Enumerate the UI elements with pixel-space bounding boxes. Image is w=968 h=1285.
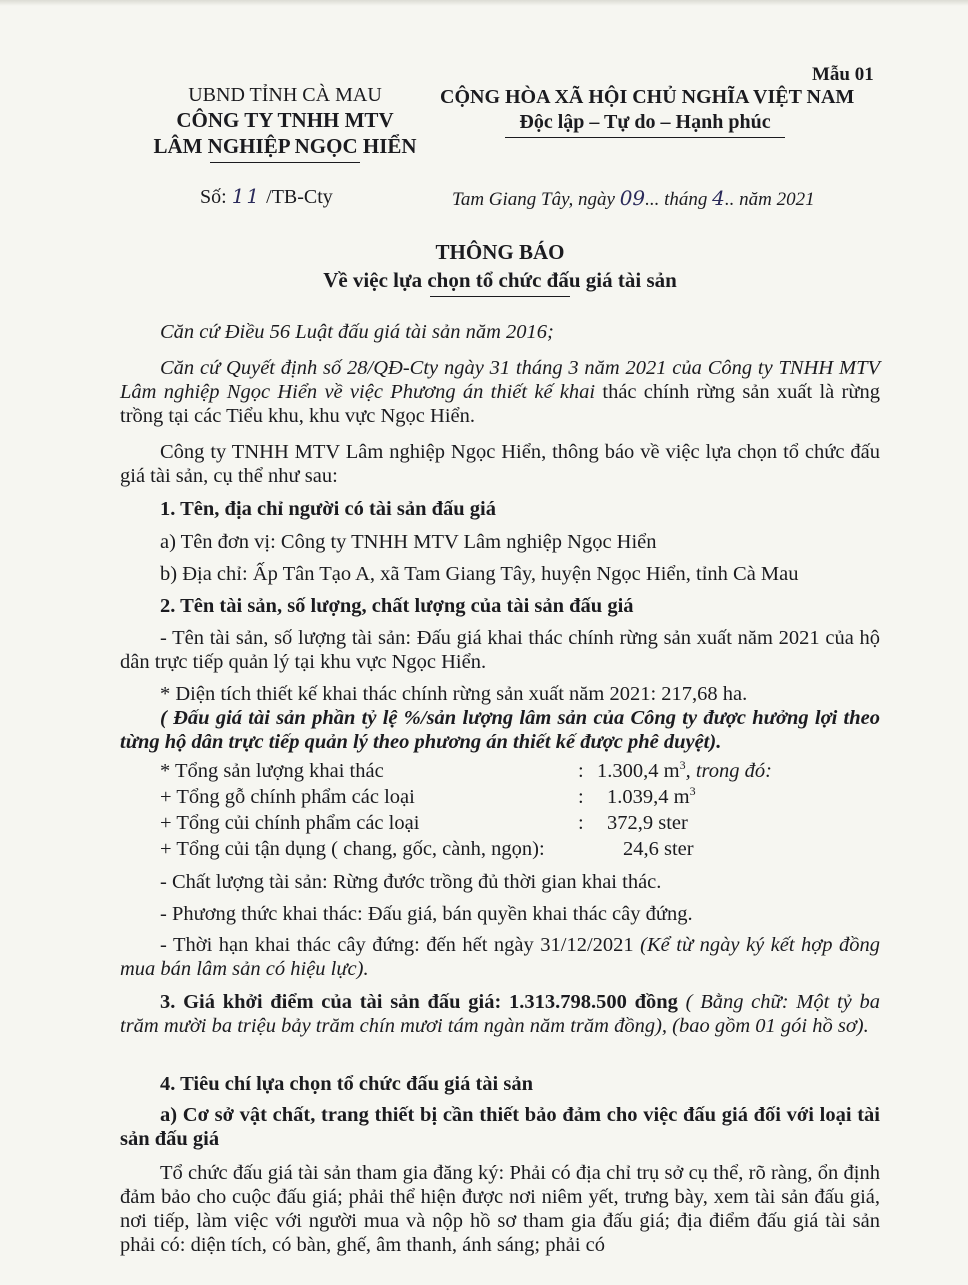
legal-basis-1: Căn cứ Điều 56 Luật đấu giá tài sản năm 2016; bbox=[160, 321, 554, 343]
year-text: năm 2021 bbox=[739, 189, 815, 210]
qty-total-unit-sup: 3 bbox=[679, 758, 686, 773]
title-underline bbox=[430, 296, 570, 297]
qty-wood-value bbox=[607, 786, 696, 809]
agency-parent: UBND TỈNH CÀ MAU bbox=[188, 84, 382, 106]
section-3-price bbox=[120, 990, 880, 1038]
section-2-area: * Diện tích thiết kế khai thác chính rừng sản xuất năm 2021: 217,68 ha. bbox=[160, 683, 748, 705]
section-4-heading: 4. Tiêu chí lựa chọn tổ chức đấu giá tài sản bbox=[160, 1073, 533, 1095]
section-2-asset: - Tên tài sản, số lượng tài sản: Đấu giá khai thác chính rừng sản xuất năm 2021 của hộ dân trực tiếp quản lý tại khu vực Ngọc Hiển. bbox=[120, 627, 880, 673]
qty-total-label: * Tổng sản lượng khai thác bbox=[160, 760, 384, 782]
section-2-deadline bbox=[120, 933, 880, 981]
document-subtitle: Về việc lựa chọn tổ chức đấu giá tài sản bbox=[323, 268, 677, 292]
section-2-method: - Phương thức khai thác: Đấu giá, bán quyền khai thác cây đứng. bbox=[160, 903, 693, 925]
starting-price: 3. Giá khởi điểm của tài sản đấu giá: 1.313.798.500 đồng bbox=[160, 991, 678, 1013]
document-title: THÔNG BÁO bbox=[435, 240, 565, 264]
national-motto: Độc lập – Tự do – Hạnh phúc bbox=[519, 111, 771, 133]
qty-total-value bbox=[597, 760, 772, 783]
section-1-heading: 1. Tên, địa chỉ người có tài sản đấu giá bbox=[160, 498, 496, 520]
section-4-a: a) Cơ sở vật chất, trang thiết bị cần thiết bảo đảm cho việc đấu giá đối với loại tài sản đấu giá bbox=[120, 1104, 880, 1150]
section-2-quality: - Chất lượng tài sản: Rừng đước trồng đủ thời gian khai thác. bbox=[160, 871, 662, 893]
legal-basis-2-italic: Căn cứ Quyết định số 28/QĐ-Cty ngày 31 tháng 3 năm 2021 của Công ty TNHH MTV Lâm nghiệp Ngọc Hiển về việc Phương án thiết kế khai bbox=[120, 357, 880, 403]
qty-total-number: 1.300,4 m bbox=[597, 760, 680, 782]
day-handwritten: 09 bbox=[619, 186, 646, 210]
qty-firewood-value: 372,9 ster bbox=[607, 812, 688, 834]
agency-name-l2: LÂM NGHIỆP NGỌC HIỂN bbox=[153, 134, 417, 158]
qty-row-salvage: + Tổng củi tận dụng ( chang, gốc, cành, ngọn): bbox=[160, 838, 545, 860]
section-2-note: ( Đấu giá tài sản phần tỷ lệ %/sản lượng lâm sản của Công ty được hưởng lợi theo từng hộ dân trực tiếp quản lý theo phương án thiết kế được phê duyệt). bbox=[120, 707, 880, 753]
agency-underline bbox=[210, 162, 360, 163]
section-4-paragraph: Tổ chức đấu giá tài sản tham gia đăng ký: Phải có địa chỉ trụ sở cụ thể, rõ ràng, ổn định đảm bảo cho cuộc đấu giá; phải thể hiện được nơi niêm yết, trưng bày, xem tài sản đấu giá, nơi tiếp, làm việc với người mua và nộp hồ sơ tham gia đấu giá; địa điểm đấu giá tài sản phải có: diện tích, có bàn, ghế, âm thanh, ánh sáng; phải có bbox=[120, 1162, 880, 1256]
qty-wood-colon: : bbox=[578, 786, 584, 808]
qty-firewood-colon: : bbox=[578, 812, 584, 834]
form-number: Mẫu 01 bbox=[812, 64, 874, 85]
qty-row-firewood: + Tổng củi chính phẩm các loại bbox=[160, 812, 420, 834]
qty-row-wood: + Tổng gỗ chính phẩm các loại bbox=[160, 786, 415, 808]
intro-paragraph: Công ty TNHH MTV Lâm nghiệp Ngọc Hiển, thông báo về việc lựa chọn tổ chức đấu giá tài sản, cụ thể như sau: bbox=[120, 441, 880, 487]
place-date: Tam Giang Tây, ngày 09... tháng 4.. năm 2021 bbox=[452, 186, 815, 210]
qty-row-total bbox=[160, 760, 384, 783]
so-label: Số: bbox=[200, 186, 227, 208]
starting-price-words: ( Bằng chữ: Một tỷ ba trăm mười ba triệu bảy trăm chín mươi tám ngàn năm trăm đồng), (bao gồm 01 gói hồ sơ). bbox=[120, 991, 880, 1037]
scan-edge bbox=[0, 0, 968, 6]
deadline-text: - Thời hạn khai thác cây đứng: đến hết ngày 31/12/2021 bbox=[160, 934, 634, 956]
section-2-heading: 2. Tên tài sản, số lượng, chất lượng của tài sản đấu giá bbox=[160, 595, 634, 617]
legal-basis-2-rest: thác chính rừng sản xuất là rừng trồng tại các Tiểu khu, khu vực Ngọc Hiển. bbox=[120, 381, 880, 427]
qty-total-tail: , trong đó: bbox=[685, 760, 772, 782]
qty-total-colon: : bbox=[578, 760, 584, 782]
document-number bbox=[200, 184, 333, 209]
section-1-a: a) Tên đơn vị: Công ty TNHH MTV Lâm nghiệp Ngọc Hiển bbox=[160, 531, 657, 553]
motto-underline bbox=[505, 137, 785, 138]
qty-wood-unit-sup: 3 bbox=[689, 784, 696, 799]
so-handwritten: 11 bbox=[231, 184, 262, 208]
agency-name-l1: CÔNG TY TNHH MTV bbox=[176, 108, 394, 132]
qty-wood-number: 1.039,4 m bbox=[607, 786, 690, 808]
section-1-b: b) Địa chỉ: Ấp Tân Tạo A, xã Tam Giang Tây, huyện Ngọc Hiển, tỉnh Cà Mau bbox=[160, 563, 799, 585]
deadline-note: (Kể từ ngày ký kết hợp đồng mua bán lâm sản có hiệu lực). bbox=[120, 934, 880, 980]
month-handwritten: 4 bbox=[712, 186, 725, 210]
so-suffix: /TB-Cty bbox=[266, 186, 333, 208]
legal-basis-2 bbox=[120, 356, 880, 428]
month-label: tháng bbox=[664, 189, 708, 210]
qty-salvage-value: 24,6 ster bbox=[623, 838, 694, 860]
date-prefix: Tam Giang Tây, ngày bbox=[452, 189, 615, 210]
national-title: CỘNG HÒA XÃ HỘI CHỦ NGHĨA VIỆT NAM bbox=[440, 86, 855, 108]
